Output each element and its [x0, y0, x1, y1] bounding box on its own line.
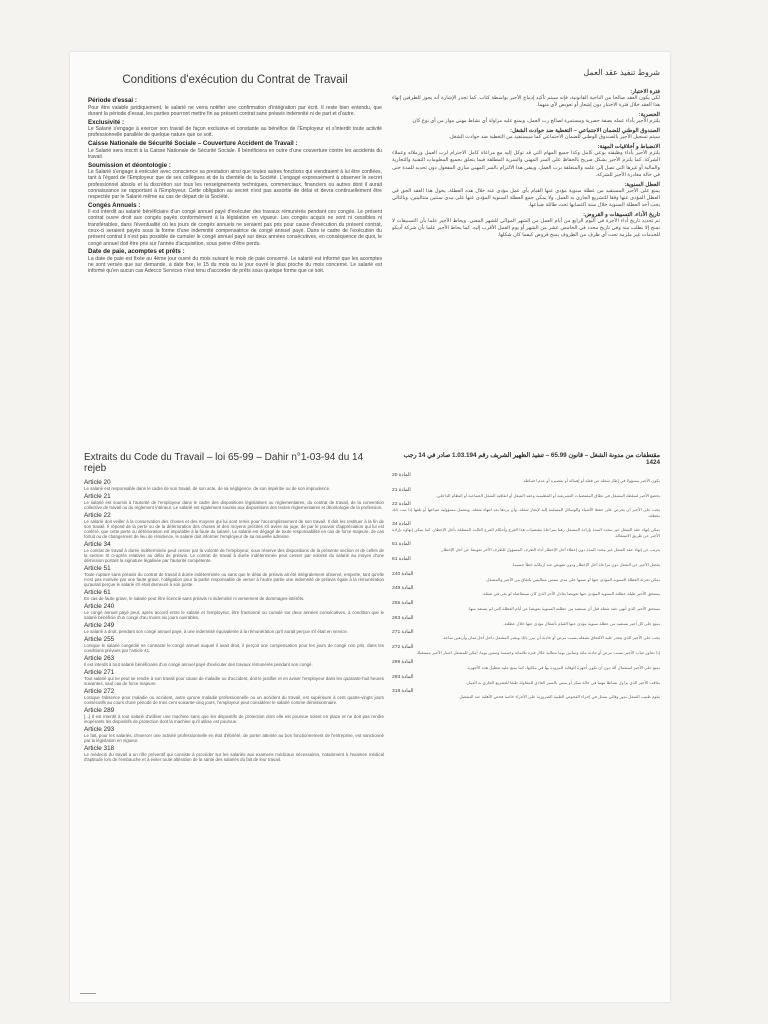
article-text: يكون الأجير مسؤولا في إطار شغله عن فعله أو إهماله أو تقصيره أو عدم احتياطه.	[522, 478, 660, 483]
section-text: La date de paie est fixée au 4ème jour ouvré du mois suivant le mois de paie concerné. Le salarié est informé que les acomptes ne sont versés que sur demande, à date fixe, le 15 du mois ou le jour ouvré le plus proche du mois concerné. Le salarié est informé qu'en aucun cas Adecco Services n'est tenu d'accorder de prêts sous quelque forme que ce soit.	[88, 255, 382, 275]
article-heading: المادة 240	[392, 571, 414, 577]
section-text: Le Salarié s'engage à exercer son travail de façon exclusive et constante au bénéfice de l'Employeur et s'interdit toute activité professionnelle parallèle de quelque nature que ce soit.	[88, 126, 382, 139]
article-text: يجب على الأجير الذي يتعذر عليه الالتحاق بشغله بسبب مرض أو حادثة أن يبرر ذلك ويخبر المشغل داخل أجل ثمان وأربعين ساعة.	[442, 635, 660, 641]
article-text: يترتب عن إنهاء عقد الشغل غير محدد المدة دون إعطاء أجل الإخطار أداء الطرف المسؤول للطرف الآخر تعويضا عن أجل الإخطار.	[440, 547, 660, 553]
section-text: Pour être valable juridiquement, le salarié ne verra notifier une confirmation d'intégration par écrit. Il reste bien entendu, que durant la période d'essai, les parties pourront mettre fin au présent contrat sans préavis indemnité ni de part et d'autre.	[88, 104, 382, 118]
article-text: Tout salarié qui ne peut se rendre à son travail pour cause de maladie ou d'accident, doit le justifier et en aviser l'employeur dans les quarante-huit heures suivantes, sauf cas de force majeure.	[84, 676, 384, 686]
article-text: Le salarié est soumis à l'autorité de l'employeur dans le cadre des dispositions législatives ou réglementaires, du contrat de travail, de la convention collective de travail ou du règlement intérieur. Le salarié est également soumis aux dispositions des textes réglementaires et déontologie de la profession.	[84, 500, 384, 510]
article-heading: Article 318	[84, 745, 115, 752]
section-text: يلتزم الأجير بأداء وظيفته بوعي كامل وكذا جميع المهام التي قد توكل إليه مع مراعاة كامل الاحترام لرب العمل وزملائه وعملاء الشركة. كما يلتزم الأجير بشكل صريح بالحفاظ على السر المهني والسرية المطلقة فيما يتعلق بجميع المعلومات التقنية والتجارية والمالية أو غيرها التي تصل إلى علمه والمتعلقة برب العمل. ويبقى هذا الالتزام بالسر المهني ساري المفعول دون تحديد للمدة حتى في حالة مغادرة الأجير للشركة.	[392, 150, 660, 178]
article-text: Le salarié doit veiller à la conservation des choses et des moyens qui lui sont remis pour l'accomplissement de son travail. Il doit les restituer à la fin de son travail. Il répond de la perte ou de la détérioration des choses et des moyens précités s'il avère au juge, de par le pouvoir d'appréciation qui lui est conféré, que cette perte ou détérioration est imputable à la faute du salarié. Le salarié est dégagé de toute responsabilité en cas de force majeure, de cas fortuit ou de changement de lieu de résidence, le salarié doit informer l'employeur de sa nouvelle adresse.	[84, 519, 384, 539]
article-heading: المادة 255	[392, 601, 414, 607]
section-heading: الانضباط و أخلاقيات المهنة:	[597, 144, 660, 151]
french-conditions-title: Conditions d'exécution du Contrat de Travail	[122, 74, 348, 86]
arabic-conditions-column	[392, 86, 660, 438]
article-heading: Article 293	[84, 726, 115, 733]
article-heading: المادة 271	[392, 630, 414, 636]
section-heading: الصندوق الوطني للضمان الاجتماعي – التغطية ضد حوادث الشغل:	[510, 128, 660, 135]
arabic-extracts-title: مقتطفات من مدونة الشغل – قانون 65.99 – تنفيذ الظهير الشريف رقم 1.03.194 صادر في 14 رجب 1424	[403, 452, 660, 466]
article-heading: Article 20	[84, 479, 111, 486]
section-heading: Date de paie, acomptes et prêts :	[88, 248, 185, 256]
french-code-extracts-column	[84, 452, 384, 997]
arabic-conditions-title: شروط تنفيذ عقد العمل	[583, 68, 660, 77]
arabic-code-extracts-column	[392, 452, 660, 997]
article-text: يمنع على الأجير استعمال آلة دون أن تكون أجهزة الوقاية المزودة بها في مكانها، كما يمنع عليه تعطيل هذه الأجهزة.	[466, 664, 660, 670]
section-heading: Exclusivité :	[88, 118, 125, 126]
section-text: لكي يكون العقد صالحا من الناحية القانونية، فإنه سيتم تأكيد إدماج الأجير بواسطة كتاب. كما تجدر الإشارة أنه يجوز للطرفين إنهاء هذا العقد خلال فترة الاختبار دون إشعار أو تعويض لأي منهما.	[392, 95, 660, 109]
section-heading: تاريخ الأداء، التسبيقات و القروض:	[583, 212, 660, 219]
section-heading: Caisse Nationale de Sécurité Sociale – Couverture Accident de Travail :	[88, 140, 298, 148]
article-heading: Article 34	[84, 541, 111, 548]
section-text: Le Salarié s'engage à exécuter avec conscience sa prestation ainsi que toutes autres fonctions qui viendraient à lui être confiées, tant à l'égard de l'Employeur que de ses collègues et de la clientèle de la Société. L'engagé expressément à observer le secret professionnel absolu et la discrétion sur tous les renseignements techniques, commerciaux, financiers ou autres dont il aurait connaissance se rapportant à l'Employeur. Cette obligation au secret n'est pas assortie de délai et devra continuellement être respectée par le Salarié même au cas de départ de la Société.	[88, 168, 382, 201]
article-text: يجب على الأجير أن يحرص على حفظ الأشياء والوسائل المسلمة إليه لإنجاز شغله، وأن يردها بعد انتهاء شغله، ويتحمل مسؤولية ضياعها أو تلفها إذا ثبت ذلك بخطئه.	[392, 507, 660, 518]
article-text: Lorsque le salarié congédié ne contracte le congé annuel auquel il avait droit, il perçoit une compensation pour les jours de congé non pris, dans les conditions prévues par l'article 41.	[84, 643, 384, 653]
article-heading: المادة 293	[392, 674, 414, 680]
article-text: يفصل الأجير عن الشغل دون مراعاة أجل الإخطار ودون تعويض عند ارتكابه خطأ جسيما.	[511, 562, 660, 568]
article-text: Il est interdit à tout salarié bénéficiaire d'un congé annuel payé d'exécuter des travaux rémunérés pendant son congé.	[84, 662, 313, 667]
article-text: يعاقب الأجير الذي يزاول نشاطا مهنيا في حالة سكر أو يمس بالسير العادي للمقاولة طبقا للتشريع الجاري به العمل.	[465, 679, 660, 685]
article-heading: Article 22	[84, 512, 111, 519]
article-heading: المادة 21	[392, 487, 411, 493]
section-text: تم تحديد تاريخ أداء الأجرة في اليوم الرابع من أيام العمل من الشهر الموالي للشهر المعني. ويحاط الأجير علما بأن التسبيقات لا تمنح إلا بطلب منه وفي تاريخ محدد في الخامس عشر من الشهر أو يوم العمل الأقرب إليه. كما يحاط الأجير علما بأن شركة أديكو للخدمات غير ملزمة تحت أي ظرف من الظروف بمنح قروض كيفما كان شكلها.	[392, 218, 660, 239]
article-text: يمنع على كل أجير يستفيد من عطلة سنوية مؤدى عنها القيام بأشغال مؤدى عنها خلال عطلته.	[503, 620, 660, 626]
article-heading: Article 271	[84, 669, 115, 676]
article-text: يقوم طبيب الشغل بدور وقائي يتمثل في إجراء الفحوص الطبية الضرورية على الأجراء خاصة فحص الأهلية عند التشغيل.	[458, 694, 660, 700]
article-heading: المادة 289	[392, 659, 414, 665]
section-heading: Congés Annuels :	[88, 201, 141, 209]
article-heading: Article 51	[84, 565, 111, 572]
article-heading: Article 272	[84, 688, 115, 695]
article-text: يمكن إنهاء عقد الشغل غير محدد المدة بإرادة المشغل رهنا بمراعاة مقتضيات هذا الفرع وأحكام الفرع الثالث المتعلقة بأجل الإخطار، كما يمكن إنهاؤه بإرادة الأجير عن طريق الاستقالة.	[392, 527, 660, 538]
article-heading: المادة 34	[392, 522, 411, 528]
article-text: En cas de faute grave, le salarié peut être licencié sans préavis ni indemnité ni versement de dommages-intérêts.	[84, 596, 305, 601]
article-text: Lorsque l'absence pour maladie ou accident, autre qu'une maladie professionnelle ou un accident du travail, est supérieure à cent quatre-vingts jours consécutifs au cours d'une période de trois cent soixante-cinq jours, l'employeur peut considérer le salarié comme démissionnaire.	[84, 695, 384, 705]
article-text: Le salarié est responsable dans le cadre de son travail, de son acte, de sa négligence, de son impéritie ou de son imprudence.	[84, 486, 331, 491]
article-heading: Article 255	[84, 636, 115, 643]
article-heading: Article 240	[84, 603, 115, 610]
document-page	[70, 52, 670, 1002]
article-text: يستحق الأجير طيلة عطلته السنوية المؤدى عنها تعويضا يعادل الأجر الذي كان سيتقاضاه لو بقي في شغله.	[482, 591, 660, 597]
article-text: Le congé annuel payé peut, après accord entre le salarié et l'employeur, être fractionné ou cumulé sur deux années consécutives, à condition que le salarié bénéficie d'un congé d'au moins six jours ouvrables.	[84, 610, 384, 620]
section-text: يمنع على الأجير المستفيد من عطلة سنوية مؤدى عنها القيام بأي عمل مؤدى عنه خلال هذه العطلة. يخول هذا العقد الحق في العطل المؤدى عنها وفقا للتشريع الجاري به العمل. ولا يمكن جمع العطلة السنوية المؤدى عنها على مدى سنتين متتاليتين، وبالتالي يجب أخذ العطلة السنوية خلال سنة اكتسابها تحت طائلة ضياعها.	[392, 187, 660, 208]
article-text: يمكن تجزئة العطلة السنوية المؤدى عنها أو ضمها على مدى سنتين متتاليتين باتفاق بين الأجير والمشغل.	[485, 576, 660, 582]
article-text: إذا تجاوز غياب الأجير بسبب مرض أو حادثة مائة وثمانين يوما متتالية خلال فترة ثلاثمائة وخمسة وستين يوما، أمكن للمشغل اعتبار الأجير مستقيلا.	[416, 650, 660, 656]
article-heading: Article 249	[84, 622, 115, 629]
article-text: Le contrat de travail à durée indéterminée peut cesser par la volonté de l'employeur, sous réserve des dispositions de la présente section et de celles de la section III ci-après relatives au délai de préavis. Le contrat de travail à durée indéterminée peut cesser par volonté du salarié au moyen d'une démission portant la signature légalisée par l'autorité compétente.	[84, 548, 384, 563]
section-text: يلتزم الأجير بأداء عمله بصفة حصرية ومستمرة لصالح رب العمل، ويمنع عليه مزاولة أي نشاط مهني مواز من أي نوع كان.	[411, 118, 660, 125]
article-text: يستحق الأجير الذي أنهي عقد شغله قبل أن يستفيد من عطلته السنوية تعويضا عن أيام العطلة التي لم يستفد منها.	[468, 606, 660, 612]
french-extracts-title: Extraits du Code du Travail – loi 65-99 – Dahir n°1-03-94 du 14 rejeb	[84, 452, 364, 474]
french-conditions-column	[88, 96, 382, 436]
section-heading: Soumission et déontologie :	[88, 161, 171, 169]
section-heading: فترة الاختبار:	[630, 89, 660, 95]
section-heading: العطل السنوية:	[624, 181, 660, 188]
article-heading: Article 263	[84, 655, 115, 662]
section-heading: الحصرية:	[638, 112, 660, 119]
section-text: Le Salarié sera inscrit à la Caisse Nationale de Sécurité Sociale. Il bénéficiera en outre d'une couverture contre les accidents du travail.	[88, 147, 382, 160]
article-text: Le fait, pour les salariés, d'exercer une activité professionnelle en état d'ébriété, de porter atteinte au bon fonctionnement de l'entreprise, est sanctionné par la législation en vigueur.	[84, 733, 384, 743]
article-text: Le salarié a droit, pendant son congé annuel payé, à une indemnité équivalente à la rémunération qu'il aurait perçue s'il était en service.	[84, 629, 349, 634]
article-text: Toute rupture sans préavis du contrat de travail à durée indéterminée ou sans que le délai de préavis ait été intégralement observé, emporte, tant qu'elle n'est pas motivée par une faute grave, l'obligation pour la partie responsable de verser à l'autre partie une indemnité de préavis égale à la rémunération qu'aurait perçue le salarié s'il était demeuré à son poste.	[84, 572, 384, 587]
article-heading: المادة 263	[392, 615, 414, 621]
article-heading: المادة 318	[392, 689, 414, 695]
article-text: [...] Il est interdit à tout salarié d'utiliser une machine sans que les dispositifs de protection dont elle est pourvue soient en place et ne doit pas rendre inopérants les dispositifs de protection dont la machine qu'il utilise est pourvue.	[84, 714, 384, 724]
section-heading: Période d'essai :	[88, 97, 137, 105]
article-heading: المادة 272	[392, 645, 414, 651]
article-heading: Article 289	[84, 707, 115, 714]
article-heading: المادة 51	[392, 542, 411, 548]
article-heading: المادة 20	[392, 473, 411, 478]
article-heading: المادة 61	[392, 557, 411, 563]
section-text: Il est interdit au salarié bénéficiaire d'un congé annuel payé d'exécuter des travaux rémunérés pendant ces congés. Le présent contrat ouvre droit aux congés payés conformément à la législation en vigueur. Les congés acquis ne sont ni cessibles ni transférables, dans l'éventualité où les jours de congés annuels ne seraient pas pris pour cause d'exécution du présent contrat, ceux-ci seraient payés sous la forme d'une indemnité compensatrice de congé annuel payé. Dans le cadre de l'exécution du présent contrat il n'est pas possible de cumuler le congé annuel payé sur deux années consécutives, en conséquence de quoi, le congé annuel doit être pris sur l'année d'acquisition, sous peine d'être perdu.	[88, 209, 382, 247]
article-text: Le médecin du travail a un rôle préventif qui consiste à procéder sur les salariés aux examens médicaux nécessaires, notamment à l'examen médical d'aptitude lors de l'embauche et à éviter toute altération de la santé des salariés du fait de leur travail.	[84, 752, 384, 762]
article-heading: المادة 22	[392, 502, 411, 508]
article-heading: Article 61	[84, 589, 111, 596]
article-heading: المادة 249	[392, 586, 414, 592]
article-text: يخضع الأجير لسلطة المشغل في نطاق المقتضيات التشريعية أو التنظيمية وعقد الشغل أو اتفاقية الشغل الجماعية أو النظام الداخلي.	[436, 492, 660, 498]
section-text: سيتم تسجيل الأجير بالصندوق الوطني للضمان الاجتماعي كما سيستفيد من التغطية ضد حوادث الشغل.	[448, 134, 660, 141]
page-corner-mark	[80, 988, 96, 994]
article-heading: Article 21	[84, 493, 111, 500]
